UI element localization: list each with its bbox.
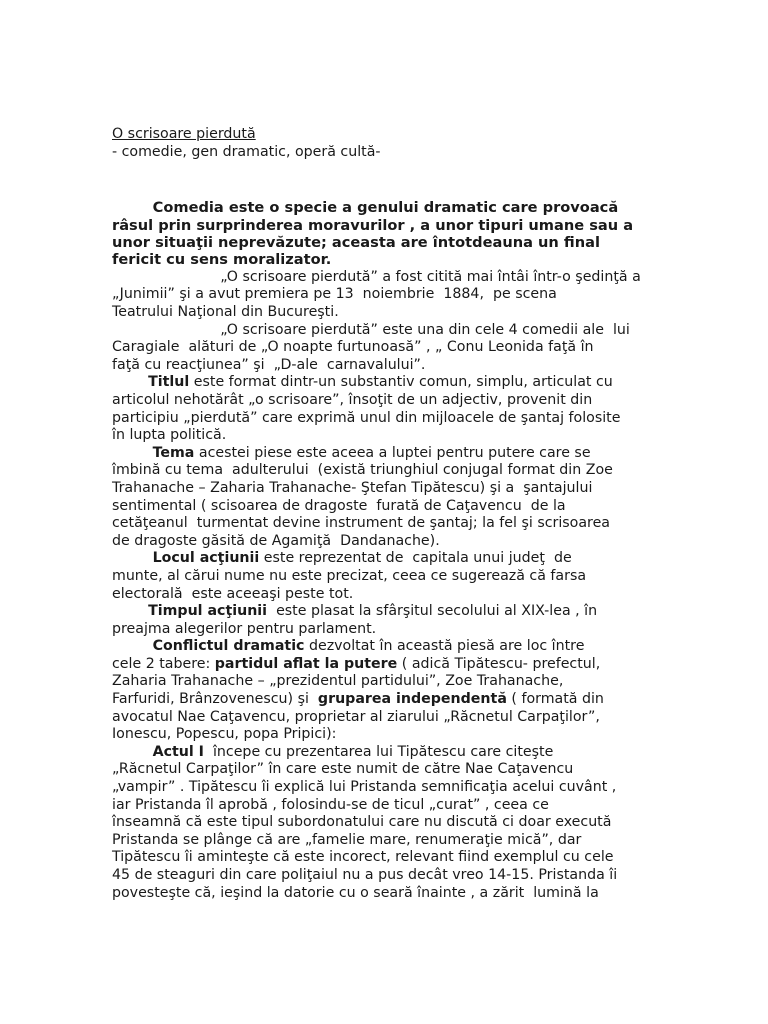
text-run: înseamnă că este tipul subordonatului care nu discută ci doar execută — [112, 814, 612, 831]
bold-term: partidul aflat la putere — [214, 655, 398, 672]
text-run — [112, 744, 153, 760]
lead-line: fericit cu sens moralizator. — [112, 251, 332, 269]
lead-line: Comedia este o specie a genului dramatic care provoacă — [112, 199, 619, 217]
text-run — [112, 445, 153, 461]
text-line — [112, 867, 652, 885]
text-run: Trahanache – Zaharia Trahanache- Ştefan Tipătescu) şi a şantajului — [112, 479, 593, 496]
text-run — [112, 603, 148, 619]
text-line — [112, 586, 652, 604]
text-line — [112, 832, 652, 850]
text-run: preajma alegerilor pentru parlament. — [112, 620, 377, 637]
text-run: electorală este aceeaşi peste tot. — [112, 585, 354, 602]
text-line — [112, 339, 652, 357]
bold-term: gruparea independentă — [317, 691, 507, 708]
text-run: Caragiale alături de „O noapte furtunoasă” , „ Conu Leonida faţă în — [112, 339, 594, 356]
text-line — [112, 761, 652, 779]
text-line — [112, 445, 652, 463]
text-line — [112, 779, 652, 797]
text-run: 45 de steaguri din care poliţaiul nu a pus decât vreo 14-15. Pristanda îi — [112, 867, 618, 883]
text-run: cetăţeanul turmentat devine instrument de şantaj; la fel şi scrisoarea — [112, 515, 611, 532]
bold-term: Conflictul dramatic — [152, 638, 305, 655]
text-line — [112, 392, 652, 410]
lead-line: unor situaţii neprevăzute; aceasta are întotdeauna un final — [112, 234, 600, 251]
text-run: povesteşte că, ieşind la datorie cu o seară înainte , a zărit lumină la — [112, 884, 599, 901]
bold-term: Tema — [152, 444, 195, 461]
text-line — [112, 638, 652, 656]
text-run: „vampir” . Tipătescu îi explică lui Pristanda semnificaţia acelui cuvânt , — [112, 779, 617, 796]
text-run: participiu „pierdută” care exprimă unul din mijloacele de şantaj folosite — [112, 409, 621, 426]
text-run: ( formată din — [506, 691, 604, 708]
text-line — [112, 814, 652, 832]
text-line — [112, 427, 652, 445]
text-run: Teatrului Naţional din Bucureşti. — [112, 304, 339, 320]
text-line — [112, 885, 652, 903]
text-line — [112, 304, 652, 322]
text-line — [112, 744, 652, 762]
text-run: Zaharia Trahanache – „prezidentul partidului”, Zoe Trahanache, — [112, 673, 564, 690]
text-line — [112, 498, 652, 516]
text-line — [112, 515, 652, 533]
lead-paragraph — [112, 199, 652, 269]
document-subtitle: - comedie, gen dramatic, operă cultă- — [112, 143, 381, 160]
text-run: ( adică Tipătescu- prefectul, — [397, 655, 601, 672]
text-run: „Răcnetul Carpaţilor” în care este numit de către Nae Caţavencu — [112, 761, 574, 778]
text-run: acestei piese este aceea a luptei pentru putere care se — [194, 444, 591, 461]
text-run — [112, 638, 153, 654]
text-line — [112, 621, 652, 639]
text-line — [112, 568, 652, 586]
text-line — [112, 603, 652, 621]
text-run: este plasat la sfârşitul secolului al XIX-lea , în — [267, 603, 598, 620]
body-text — [112, 269, 652, 902]
bold-term: Timpul acţiunii — [148, 603, 268, 620]
bold-term: Titlul — [148, 374, 190, 391]
text-run: articolul nehotărât „o scrisoare”, însoţit de un adjectiv, provenit din — [112, 391, 593, 408]
text-line — [112, 726, 652, 744]
text-run: în lupta politică. — [112, 427, 227, 444]
bold-term: Actul I — [152, 743, 204, 760]
text-run: este reprezentat de capitala unui judeţ de — [259, 550, 572, 567]
text-run: sentimental ( scisoarea de dragoste furată de Caţavencu de la — [112, 497, 566, 514]
text-line — [112, 709, 652, 727]
text-line — [112, 374, 652, 392]
text-line — [112, 269, 652, 287]
text-run: faţă cu reacţiunea” şi „D-ale carnavalului”. — [112, 356, 426, 373]
document-title: O scrisoare pierdută — [112, 126, 256, 142]
text-run: cele 2 tabere: — [112, 655, 215, 672]
text-line — [112, 797, 652, 815]
text-run: munte, al cărui nume nu este precizat, ceea ce sugerează că farsa — [112, 567, 587, 584]
spacer — [112, 161, 652, 199]
text-line — [112, 410, 652, 428]
text-run: Tipătescu îi aminteşte că este incorect, relevant fiind exemplul cu cele — [112, 849, 614, 866]
text-run: avocatul Nae Caţavencu, proprietar al ziarului „Răcnetul Carpaţilor”, — [112, 708, 600, 725]
text-run: „Junimii” şi a avut premiera pe 13 noiembrie 1884, pe scena — [112, 286, 557, 303]
text-run — [112, 550, 153, 566]
text-line — [112, 849, 652, 867]
text-line — [112, 480, 652, 498]
text-run: iar Pristanda îl aprobă , folosindu-se de ticul „curat” , ceea ce — [112, 796, 549, 813]
text-run: Pristanda se plânge că are „famelie mare, renumeraţie mică”, dar — [112, 831, 582, 848]
text-line — [112, 462, 652, 480]
text-line — [112, 656, 652, 674]
text-run: Ionescu, Popescu, popa Pripici): — [112, 726, 337, 743]
bold-term: Locul acţiunii — [152, 550, 260, 567]
text-line — [112, 673, 652, 691]
text-line — [112, 286, 652, 304]
text-run: dezvoltat în această piesă are loc între — [304, 638, 585, 655]
text-run: „O scrisoare pierdută” a fost citită mai întâi într-o şedinţă a — [112, 268, 641, 285]
text-line — [112, 357, 652, 375]
text-line — [112, 550, 652, 568]
text-run: Farfuridi, Brânzovenescu) şi — [112, 691, 318, 708]
text-line — [112, 691, 652, 709]
lead-line: râsul prin surprinderea moravurilor , a unor tipuri umane sau a — [112, 216, 634, 234]
text-run: „O scrisoare pierdută” este una din cele 4 comedii ale lui — [112, 321, 630, 338]
text-run: îmbină cu tema adulterului (există triunghiul conjugal format din Zoe — [112, 462, 613, 479]
text-line — [112, 533, 652, 551]
text-run: începe cu prezentarea lui Tipătescu care citeşte — [203, 743, 554, 760]
text-line — [112, 322, 652, 340]
text-run: de dragoste găsită de Agamiţă Dandanache). — [112, 532, 440, 549]
text-run — [112, 374, 148, 390]
document-content — [112, 126, 652, 902]
text-run: este format dintr-un substantiv comun, simplu, articulat cu — [189, 374, 613, 391]
